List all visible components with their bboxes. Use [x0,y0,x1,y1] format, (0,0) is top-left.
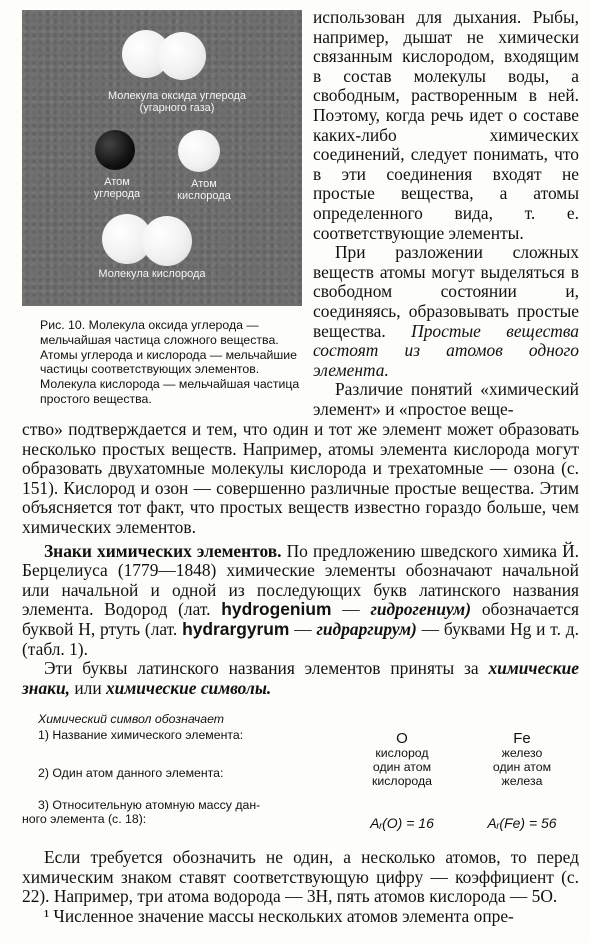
oxygen-atom-sphere [178,130,220,172]
carbon-atom-sphere [95,130,135,170]
iron-atomic-mass: Aᵣ(Fe) = 56 [487,815,557,831]
simple-substances-definition: Простые вещества состоят из атомов одного элемента. [313,320,579,380]
paragraph-coefficient: Если требуется обозначить не один, а несколько атомов, то перед химическим знаком ставят соответствующую цифру — коэффициент (с. 22). Например, три атома водорода — 3Н, пять атомов кислорода — 5О. [22,847,579,907]
co-molecule-sphere-oxygen [158,32,206,80]
latin-hydrogenium: hydrogenium [221,599,332,620]
right-column [313,8,579,419]
text-bottom [22,848,579,926]
section-heading: Знаки химических элементов. [44,540,282,561]
oxygen-atom-label: Атом кислорода [177,178,231,202]
o2-molecule-sphere-right [142,216,192,266]
co-molecule-label: Молекула оксида углерода (угарного газа) [107,90,247,114]
term-hydrargyrum: гидраргирум) [316,618,417,639]
text-full-width [22,420,579,698]
term-hydrogenium: гидрогениум) [370,599,472,620]
figure-caption: Рис. 10. Молекула оксида углерода — мельчайшая частица сложного вещества. Атомы углерода и кислорода — мельчайшие частицы соответствующих элементов. Молекула кислорода — мельчайшая частица простого вещества. [40,318,300,406]
paragraph-symbols: Эти буквы латинского названия элементов приняты за химические знаки, или химические символы. [22,658,579,698]
table-row-mass: 3) Относительную атомную массу дан- ного элемента (с. 18): [22,798,261,826]
paragraph-difference-start: Различие понятий «химический элемент» и «простое веще- [313,379,579,419]
paragraph-breathing: использован для дыхания. Рыбы, например, дышат не химически связанным кислородом, входящим в состав молекулы воды, а свободным, растворенным в ней. Поэтому, когда речь идет о составе каких-либо химических соединений, следует понимать, что в эти соединения входят не простые вещества, а атомы определенного вида, т. е. соответствующие элементы. [313,7,579,243]
paragraph-element-signs: Знаки химических элементов. По предложению шведского химика Й. Берцелиуса (1779—1848) химические элементы обозначают начальной или начальной и одной из последующих букв латинского названия элемента. Водород (лат. hydrogenium — гидрогениум) обозначается буквой Н, ртуть (лат. hydrargyrum — гидраргирум) — буквами Hg и т. д. (табл. 1). [22,540,579,659]
paragraph-difference-cont: ство» подтверждается и тем, что один и тот же элемент может образовать несколько простых веществ. Например, атомы элемента кислорода могут образовать двухатомные молекулы кислорода и трехатомные — озона (с. 151). Кислород и озон — совершенно различные простые вещества. Этим объясняется тот факт, что простых веществ известно гораздо больше, чем химических элементов. [22,419,579,537]
iron-symbol: Fe [513,730,531,747]
table-title: Химический символ обозначает [38,712,225,726]
figure-molecules [22,10,302,306]
symbol-meaning-table [22,708,579,848]
paragraph-footnote: ¹ Численное значение массы нескольких атомов элемента опре- [44,905,514,926]
oxygen-symbol: O [396,730,408,747]
o2-molecule-label: Молекула кислорода [98,268,206,280]
term-chemical-symbols: химические символы. [105,677,272,698]
oxygen-atomic-mass: Aᵣ(O) = 16 [370,815,434,831]
column-iron: Fe железо один атом железа [462,732,582,788]
carbon-atom-label: Атом углерода [93,176,141,200]
latin-hydrargyrum: hydrargyrum [182,618,290,639]
table-row-atom: 2) Один атом данного элемента: [38,766,224,780]
paragraph-decomposition: При разложении сложных веществ атомы могут выделяться в свободном состоянии и, соединяясь, образовывать простые вещества. Простые вещества состоят из атомов одного элемента. [313,242,579,380]
column-oxygen: O кислород один атом кислорода [342,732,462,788]
table-row-name: 1) Название химического элемента: [38,728,244,742]
term-chemical-signs: химические знаки, [22,658,579,698]
